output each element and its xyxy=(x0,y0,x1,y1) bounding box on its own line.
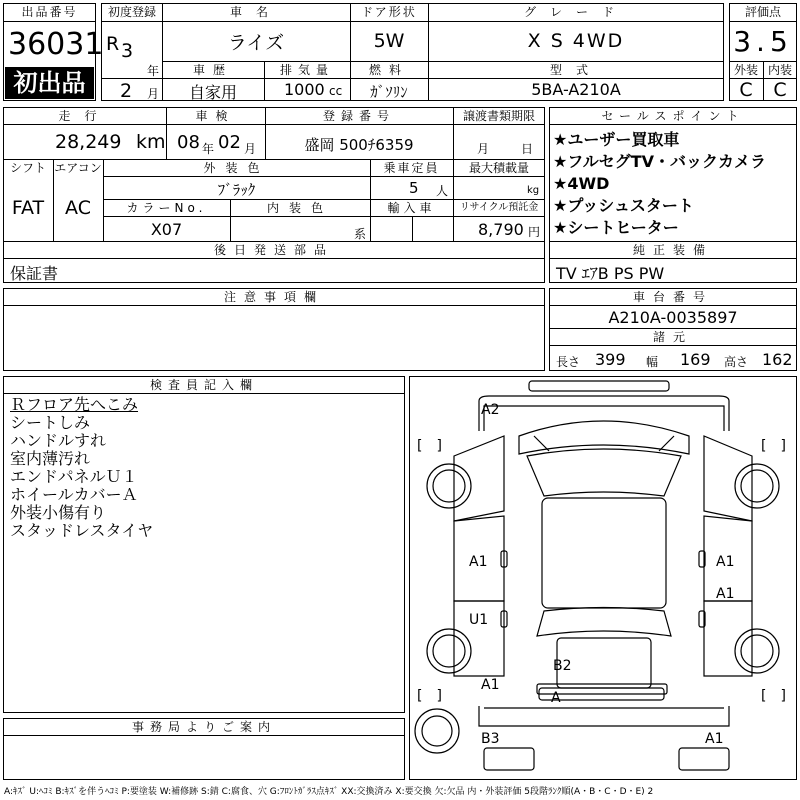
capacity-unit: 人 xyxy=(436,184,449,198)
grade-value: X S 4WD xyxy=(527,30,625,52)
damage-mark-rear-bumper-left: B3 xyxy=(481,731,500,747)
mileage-unit: km xyxy=(136,131,166,153)
recycle-unit: 円 xyxy=(528,225,541,239)
month-unit: 月 xyxy=(147,87,160,101)
damage-mark-rear-center: A xyxy=(551,690,561,706)
inspector-note: ホイールカバーＡ xyxy=(10,485,138,504)
interior-suffix: 系 xyxy=(354,227,367,241)
equipment-label: 純正装備 xyxy=(632,243,713,257)
plate-label: 登録番号 xyxy=(322,109,395,123)
inspection-year-unit: 年 xyxy=(202,142,215,156)
car-diagram xyxy=(409,376,797,780)
damage-mark-tailgate: B2 xyxy=(553,658,572,674)
inspector-note: エンドパネルＵ１ xyxy=(10,467,138,486)
lot-number: 36031 xyxy=(8,27,104,62)
ext-grade: C xyxy=(739,79,753,101)
later-parts-label: 後日発送部品 xyxy=(213,243,334,257)
inspector-note: スタッドレスタイヤ xyxy=(10,521,154,540)
import-label: 輸入車 xyxy=(387,201,436,215)
displacement-unit: cc xyxy=(329,84,343,98)
damage-mark-rear-left: A1 xyxy=(481,677,500,693)
damage-mark-rear-bumper-right: A1 xyxy=(705,731,724,747)
chassis-value: A210A-0035897 xyxy=(608,308,738,327)
reg-month: 2 xyxy=(120,80,133,102)
width-value: 169 xyxy=(680,350,711,369)
color-value: ﾌﾞﾗｯｸ xyxy=(217,181,256,199)
length-label: 長さ xyxy=(556,355,581,369)
inspection-month: 02 xyxy=(218,132,241,153)
era: R xyxy=(106,33,120,55)
ext-label: 外装 xyxy=(733,63,758,77)
bracket-mark: [ ] xyxy=(417,688,442,704)
equipment-value: TV ｴｱB PS PW xyxy=(556,264,665,283)
inspector-note: Ｒフロア先へこみ xyxy=(10,395,139,414)
color-no-label: カラーNo. xyxy=(126,201,207,215)
car-name: ライズ xyxy=(227,32,285,54)
height-value: 162 xyxy=(762,350,793,369)
color-label: 外装色 xyxy=(203,161,270,175)
fuel-value: ｶﾞｿﾘﾝ xyxy=(370,83,408,101)
damage-mark-right-front-door: A1 xyxy=(716,554,735,570)
displacement-label: 排気量 xyxy=(279,63,334,77)
width-label: 幅 xyxy=(646,355,659,369)
transfer-day: 日 xyxy=(521,142,534,156)
damage-mark-front: A2 xyxy=(481,402,500,418)
load-label: 最大積載量 xyxy=(468,161,529,175)
ac-label: エアコン xyxy=(54,161,102,175)
bracket-mark: [ ] xyxy=(761,688,786,704)
inspector-note: 室内薄汚れ xyxy=(10,449,91,468)
chassis-label: 車台番号 xyxy=(632,290,713,304)
sales-point-item: ★プッシュスタート xyxy=(553,196,694,215)
sales-point-item: ★4WD xyxy=(553,174,610,193)
inspection-month-unit: 月 xyxy=(244,142,257,156)
mileage-value: 28,249 xyxy=(55,131,122,153)
damage-legend: A:ｷｽﾞ U:ﾍｺﾐ B:ｷｽﾞを伴うﾍｺﾐ P:要塗装 W:補修跡 S:錆 C:腐食、穴 G:ﾌﾛﾝﾄｶﾞﾗｽ点ｷｽﾞ XX:交換済み X:要交換 欠:欠品 内・外装評価 5段階ﾗﾝｸ順(A・B・C・D・E) 2 xyxy=(4,787,654,797)
door-label: ドア形状 xyxy=(361,5,417,19)
later-parts-value: 保証書 xyxy=(10,264,59,283)
year-unit: 年 xyxy=(147,64,160,78)
sales-points-label: セールスポイント xyxy=(601,109,745,123)
model-value: 5BA-A210A xyxy=(531,80,621,99)
sales-point-item: ★シートヒーター xyxy=(553,218,679,237)
shift-value: FAT xyxy=(11,197,45,219)
first-listing-badge: 初出品 xyxy=(5,67,94,99)
shift-label: シフト xyxy=(9,161,46,175)
bracket-mark: [ ] xyxy=(761,438,786,454)
grade-label: グレード xyxy=(523,5,628,19)
ac-value: AC xyxy=(65,197,91,219)
damage-mark-left-rear-door: U1 xyxy=(469,612,489,628)
lot-label: 出品番号 xyxy=(21,5,78,19)
score-value: 3.5 xyxy=(733,25,793,58)
caution-label: 注意事項欄 xyxy=(223,290,324,304)
car-name-label: 車名 xyxy=(229,5,282,19)
recycle-value: 8,790 xyxy=(478,220,524,239)
score-label: 評価点 xyxy=(744,5,781,19)
inspection-year: 08 xyxy=(177,132,200,153)
int-label: 内装 xyxy=(767,63,792,77)
damage-mark-left-front-door: A1 xyxy=(469,554,488,570)
history-label: 車歴 xyxy=(192,63,233,77)
office-label: 事務局よりご案内 xyxy=(131,720,276,734)
sales-point-item: ★ユーザー買取車 xyxy=(553,130,680,149)
load-unit: kg xyxy=(527,185,540,196)
interior-label: 内装色 xyxy=(266,201,333,215)
height-label: 高さ xyxy=(724,355,749,369)
sales-point-item: ★フルセグTV・バックカメラ xyxy=(553,152,767,171)
model-label: 型式 xyxy=(549,63,602,77)
history-value: 自家用 xyxy=(188,83,237,102)
displacement-value: 1000 xyxy=(284,80,325,99)
fuel-label: 燃料 xyxy=(368,63,409,77)
inspector-label: 検査員記入欄 xyxy=(149,378,258,392)
capacity-label: 乗車定員 xyxy=(383,161,440,175)
mileage-label: 走行 xyxy=(58,109,111,123)
damage-mark-right-rear-door: A1 xyxy=(716,586,735,602)
bracket-mark: [ ] xyxy=(417,438,442,454)
recycle-label: リサイクル預託金 xyxy=(459,202,539,213)
plate-value: 盛岡 500ﾁ6359 xyxy=(304,136,414,154)
length-value: 399 xyxy=(595,350,626,369)
reg-year: 3 xyxy=(121,40,134,62)
int-grade: C xyxy=(773,79,787,101)
color-no-value: X07 xyxy=(150,220,183,239)
inspector-note: ハンドルすれ xyxy=(10,431,107,450)
inspection-label: 車検 xyxy=(195,109,236,123)
dims-label: 諸元 xyxy=(652,330,693,344)
transfer-month: 月 xyxy=(477,142,490,156)
door-value: 5W xyxy=(373,30,405,52)
first-reg-label: 初度登録 xyxy=(107,5,156,19)
inspector-note: 外装小傷有り xyxy=(10,503,107,522)
inspector-note: シートしみ xyxy=(10,413,91,432)
capacity-value: 5 xyxy=(409,179,419,197)
transfer-label: 譲渡書類期限 xyxy=(462,109,535,123)
